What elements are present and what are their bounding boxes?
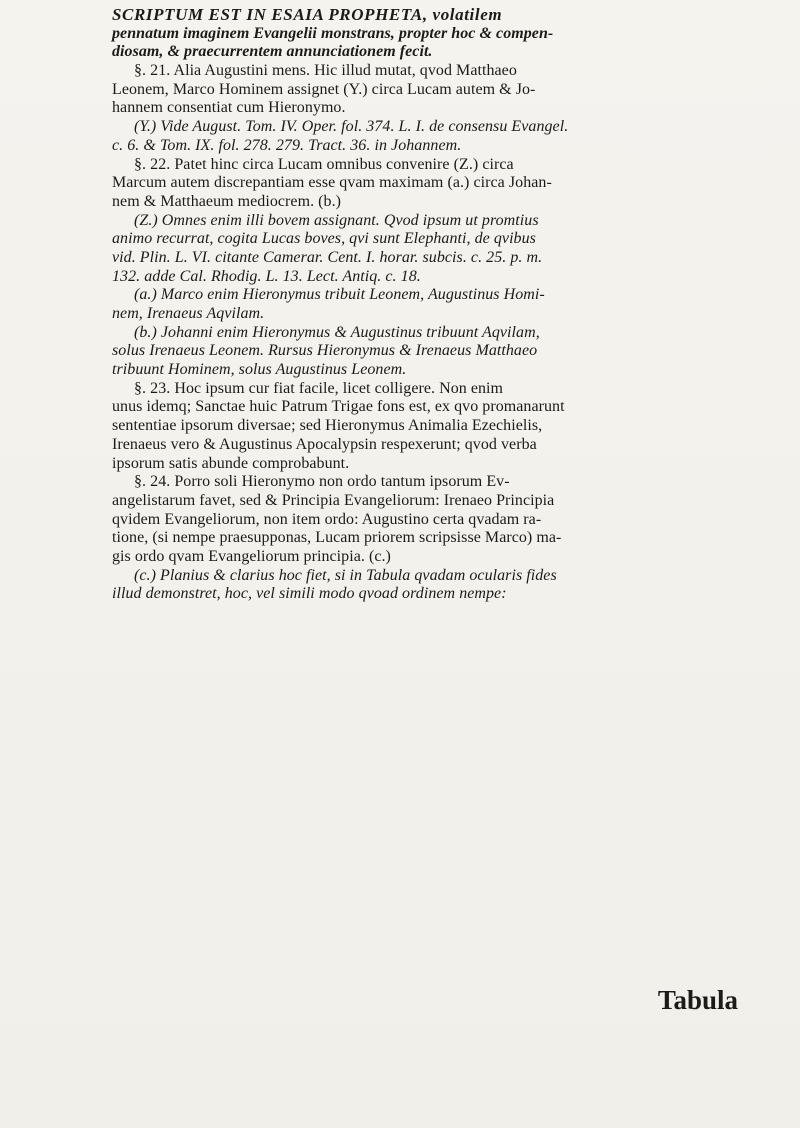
text-line: illud demonstret, hoc, vel simili modo qvoad ordinem nempe:	[112, 585, 507, 603]
text-line: unus idemq; Sanctae huic Patrum Trigae fons est, ex qvo promanarunt	[112, 398, 565, 416]
text-line: diosam, & praecurrentem annunciationem fecit.	[112, 43, 433, 61]
text-line: SCRIPTUM EST IN ESAIA PROPHETA, volatilem	[112, 5, 503, 24]
text-line: Leonem, Marco Hominem assignet (Y.) circa Lucam autem & Jo-	[112, 80, 536, 98]
text-line: 132. adde Cal. Rhodig. L. 13. Lect. Antiq. c. 18.	[112, 267, 421, 285]
text-line: (b.) Johanni enim Hieronymus & Augustinus tribuunt Aqvilam,	[134, 323, 540, 341]
catchword: Tabula	[657, 985, 738, 1015]
text-line: nem, Irenaeus Aqvilam.	[112, 305, 265, 322]
text-line: §. 21. Alia Augustini mens. Hic illud mutat, qvod Matthaeo	[134, 62, 517, 80]
text-line: pennatum imaginem Evangelii monstrans, propter hoc & compen-	[112, 24, 554, 42]
text-line: Marcum autem discrepantiam esse qvam maximam (a.) circa Johan-	[112, 174, 552, 192]
text-line: nem & Matthaeum mediocrem. (b.)	[112, 192, 342, 210]
text-line: Irenaeus vero & Augustinus Apocalypsin respexerunt; qvod verba	[112, 435, 537, 453]
text-line: angelistarum favet, sed & Principia Evangeliorum: Irenaeo Principia	[112, 491, 555, 509]
text-line: (c.) Planius & clarius hoc fiet, si in Tabula qvadam ocularis fides	[134, 566, 557, 584]
text-line: qvidem Evangeliorum, non item ordo: Augustino certa qvadam ra-	[112, 510, 542, 528]
text-line: ipsorum satis abunde comprobabunt.	[112, 454, 350, 472]
text-line: (Y.) Vide August. Tom. IV. Oper. fol. 374. L. I. de consensu Evangel.	[134, 118, 569, 136]
text-line: gis ordo qvam Evangeliorum principia. (c.)	[112, 547, 391, 565]
text-line: §. 23. Hoc ipsum cur fiat facile, licet colligere. Non enim	[134, 379, 504, 397]
text-line: tione, (si nempe praesupponas, Lucam priorem scripsisse Marco) ma-	[112, 529, 562, 547]
text-line: tribuunt Hominem, solus Augustinus Leonem.	[112, 361, 407, 379]
text-line: §. 24. Porro soli Hieronymo non ordo tantum ipsorum Ev-	[134, 473, 510, 491]
text-line: hannem consentiat cum Hieronymo.	[112, 99, 346, 117]
text-line: sententiae ipsorum diversae; sed Hieronymus Animalia Ezechielis,	[112, 417, 543, 435]
page-text	[112, 6, 752, 604]
text-line: c. 6. & Tom. IX. fol. 278. 279. Tract. 36. in Johannem.	[112, 136, 462, 154]
text-line: vid. Plin. L. VI. citante Camerar. Cent. I. horar. subcis. c. 25. p. m.	[112, 248, 543, 266]
text-line: solus Irenaeus Leonem. Rursus Hieronymus & Irenaeus Matthaeo	[112, 342, 538, 360]
text-line: (Z.) Omnes enim illi bovem assignant. Qvod ipsum ut promtius	[134, 211, 539, 229]
text-line: animo recurrat, cogita Lucas boves, qvi sunt Elephanti, de qvibus	[112, 230, 536, 248]
text-line: §. 22. Patet hinc circa Lucam omnibus convenire (Z.) circa	[134, 155, 514, 173]
text-line: (a.) Marco enim Hieronymus tribuit Leonem, Augustinus Homi-	[134, 286, 545, 304]
